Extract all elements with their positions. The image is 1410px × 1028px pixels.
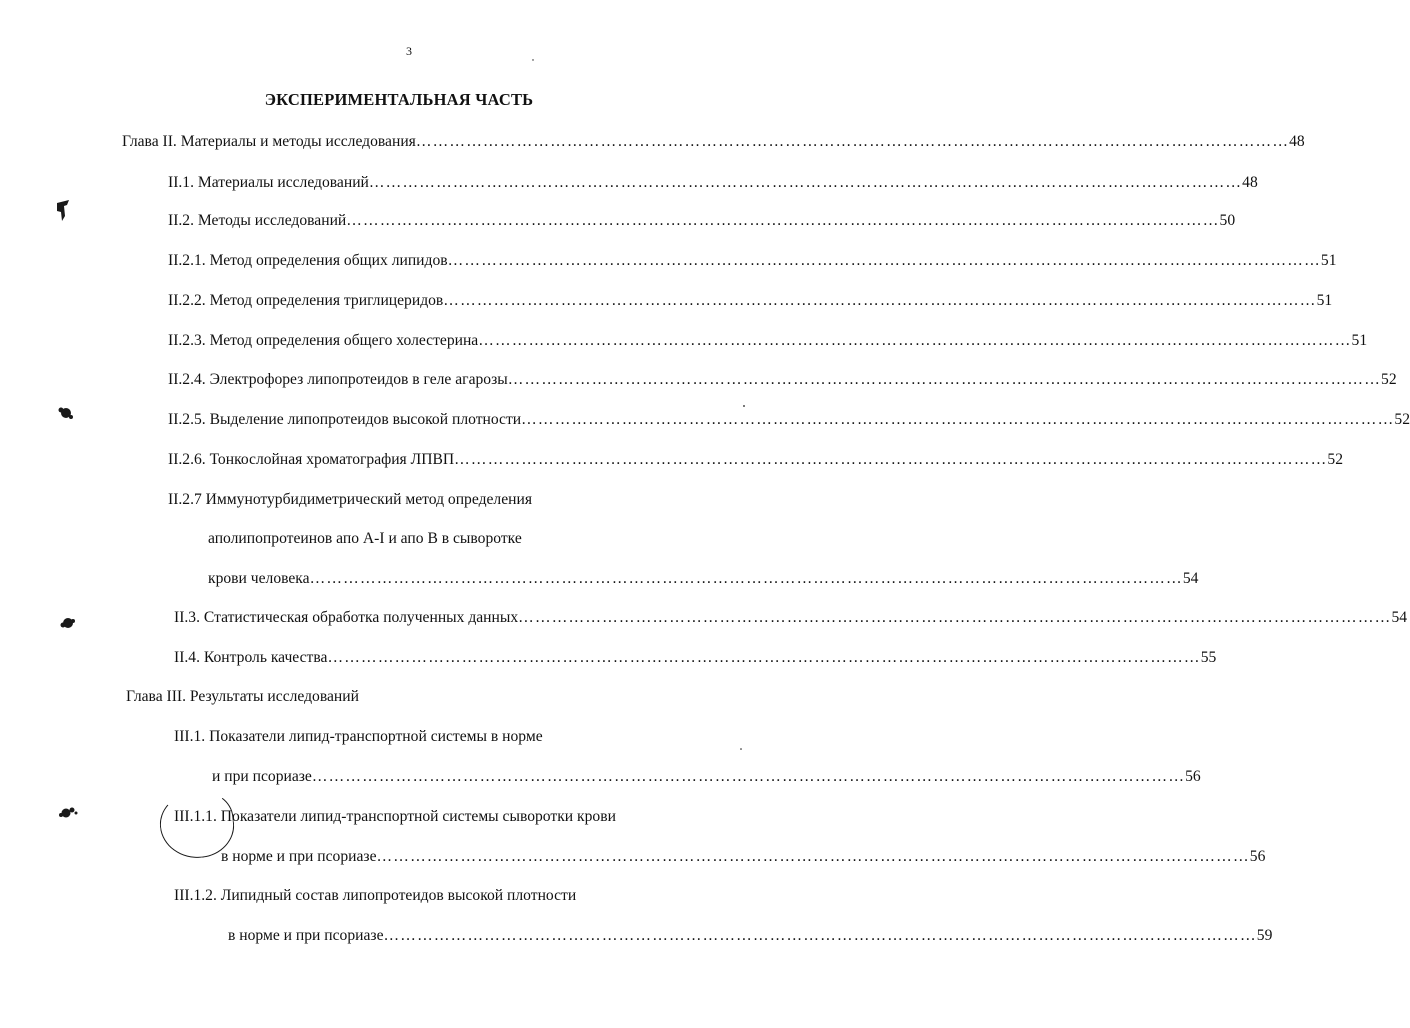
speck-mark-3 [61, 618, 76, 628]
toc-entry-3-1-2-line1 [174, 886, 576, 906]
toc-leader-dots: ………………………………………………………………………………………………………………………………………… [518, 609, 1392, 626]
toc-leader-dots: ………………………………………………………………………………………………………………………………………… [383, 927, 1257, 944]
toc-page-number: 54 [1182, 570, 1199, 587]
toc-entry-3-1-2-line2 [228, 926, 1273, 946]
toc-leader-dots: ………………………………………………………………………………………………………………………………………… [447, 252, 1321, 269]
speck-mark-5 [743, 405, 745, 407]
toc-entry-2-1 [168, 173, 1258, 193]
toc-entry-text: III.1.1. Показатели липид-транспортной системы сыворотки крови [174, 808, 616, 825]
toc-leader-dots: ………………………………………………………………………………………………………………………………………… [521, 411, 1395, 428]
toc-leader-dots: ………………………………………………………………………………………………………………………………………… [346, 212, 1220, 229]
toc-entry-text: III.1. Показатели липид-транспортной системы в норме [174, 728, 543, 745]
toc-page-number: 51 [1320, 252, 1337, 269]
speck-mark-7 [532, 59, 533, 60]
speck-mark-1 [57, 200, 69, 221]
toc-leader-dots: ………………………………………………………………………………………………………………………………………… [507, 371, 1382, 388]
toc-entry-text: II.1. Материалы исследований [168, 174, 369, 191]
toc-entry-chapter-2 [122, 132, 1305, 152]
toc-entry-text: аполипопротеинов апо А-I и апо В в сыворотке [208, 530, 522, 547]
toc-page-number: 56 [1249, 848, 1266, 865]
toc-leader-dots: ………………………………………………………………………………………………………………………………………… [443, 292, 1317, 309]
toc-entry-2-2-4 [168, 370, 1397, 390]
toc-entry-text: II.2.7 Иммунотурбидиметрический метод определения [168, 491, 532, 508]
toc-page-number: 56 [1185, 768, 1201, 785]
toc-entry-text: в норме и при псориазе [228, 927, 384, 944]
toc-page-number: 50 [1219, 212, 1236, 229]
toc-entry-chapter-3 [126, 687, 359, 707]
toc-page-number: 48 [1289, 133, 1305, 150]
toc-entry-text: III.1.2. Липидный состав липопротеидов высокой плотности [174, 887, 577, 904]
toc-entry-2-2 [168, 211, 1236, 231]
toc-entry-text: II.2. Методы исследований [168, 212, 347, 229]
toc-entry-text: II.2.3. Метод определения общего холестерина [168, 332, 479, 349]
toc-entry-2-4 [174, 648, 1217, 668]
toc-entry-text: и при псориазе [212, 768, 312, 785]
toc-entry-3-1-1-line1 [174, 807, 616, 827]
toc-entry-text: II.2.4. Электрофорез липопротеидов в геле агарозы [168, 371, 508, 388]
speck-mark-2 [59, 408, 74, 420]
toc-page-number: 51 [1351, 332, 1368, 349]
toc-leader-dots: ………………………………………………………………………………………………………………………………………… [368, 174, 1243, 191]
toc-leader-dots: ………………………………………………………………………………………………………………………………………… [327, 649, 1201, 666]
toc-entry-text: II.4. Контроль качества [174, 649, 328, 666]
section-title: ЭКСПЕРИМЕНТАЛЬНАЯ ЧАСТЬ [264, 90, 534, 109]
toc-entry-2-2-7-line1 [168, 490, 532, 510]
toc-entry-2-2-7-line3 [208, 569, 1199, 589]
toc-entry-2-2-5 [168, 410, 1410, 430]
toc-entry-2-2-7-line2 [208, 529, 522, 549]
speck-mark-6 [740, 748, 742, 750]
toc-leader-dots: ………………………………………………………………………………………………………………………………………… [415, 133, 1290, 150]
toc-page-number: 48 [1242, 174, 1258, 191]
toc-leader-dots: ………………………………………………………………………………………………………………………………………… [376, 848, 1250, 865]
toc-entry-text: крови человека [208, 570, 310, 587]
toc-entry-text: II.2.5. Выделение липопротеидов высокой плотности [168, 411, 522, 428]
toc-page-number: 51 [1316, 292, 1333, 309]
toc-entry-text: II.2.1. Метод определения общих липидов [168, 252, 448, 269]
toc-entry-2-2-2 [168, 291, 1333, 311]
speck-mark-4 [59, 808, 78, 818]
toc-entry-3-1-line1 [174, 727, 543, 747]
toc-page-number: 55 [1200, 649, 1217, 666]
toc-page-number: 59 [1256, 927, 1273, 944]
toc-entry-3-1-1-line2 [221, 847, 1266, 867]
toc-leader-dots: ………………………………………………………………………………………………………………………………………… [309, 570, 1183, 587]
toc-page-number: 54 [1391, 609, 1408, 626]
toc-page-number: 52 [1394, 411, 1410, 428]
toc-leader-dots: ………………………………………………………………………………………………………………………………………… [454, 451, 1328, 468]
toc-page-number: 52 [1327, 451, 1344, 468]
toc-leader-dots: ………………………………………………………………………………………………………………………………………… [478, 332, 1352, 349]
toc-entry-text: II.3. Статистическая обработка полученных данных [174, 609, 519, 626]
toc-entry-3-1-line2 [212, 767, 1201, 787]
toc-entry-2-3 [174, 608, 1408, 628]
toc-entry-text: Глава III. Результаты исследований [126, 688, 359, 705]
toc-entry-text: Глава II. Материалы и методы исследования [122, 133, 416, 150]
toc-entry-text: II.2.2. Метод определения триглицеридов [168, 292, 444, 309]
toc-entry-text: в норме и при псориазе [221, 848, 377, 865]
toc-leader-dots: ………………………………………………………………………………………………………………………………………… [311, 768, 1186, 785]
toc-entry-text: II.2.6. Тонкослойная хроматография ЛПВП [168, 451, 455, 468]
toc-entry-2-2-1 [168, 251, 1337, 271]
page-number: 3 [406, 44, 412, 58]
toc-entry-2-2-3 [168, 331, 1368, 351]
toc-page-number: 52 [1381, 371, 1397, 388]
toc-entry-2-2-6 [168, 450, 1344, 470]
